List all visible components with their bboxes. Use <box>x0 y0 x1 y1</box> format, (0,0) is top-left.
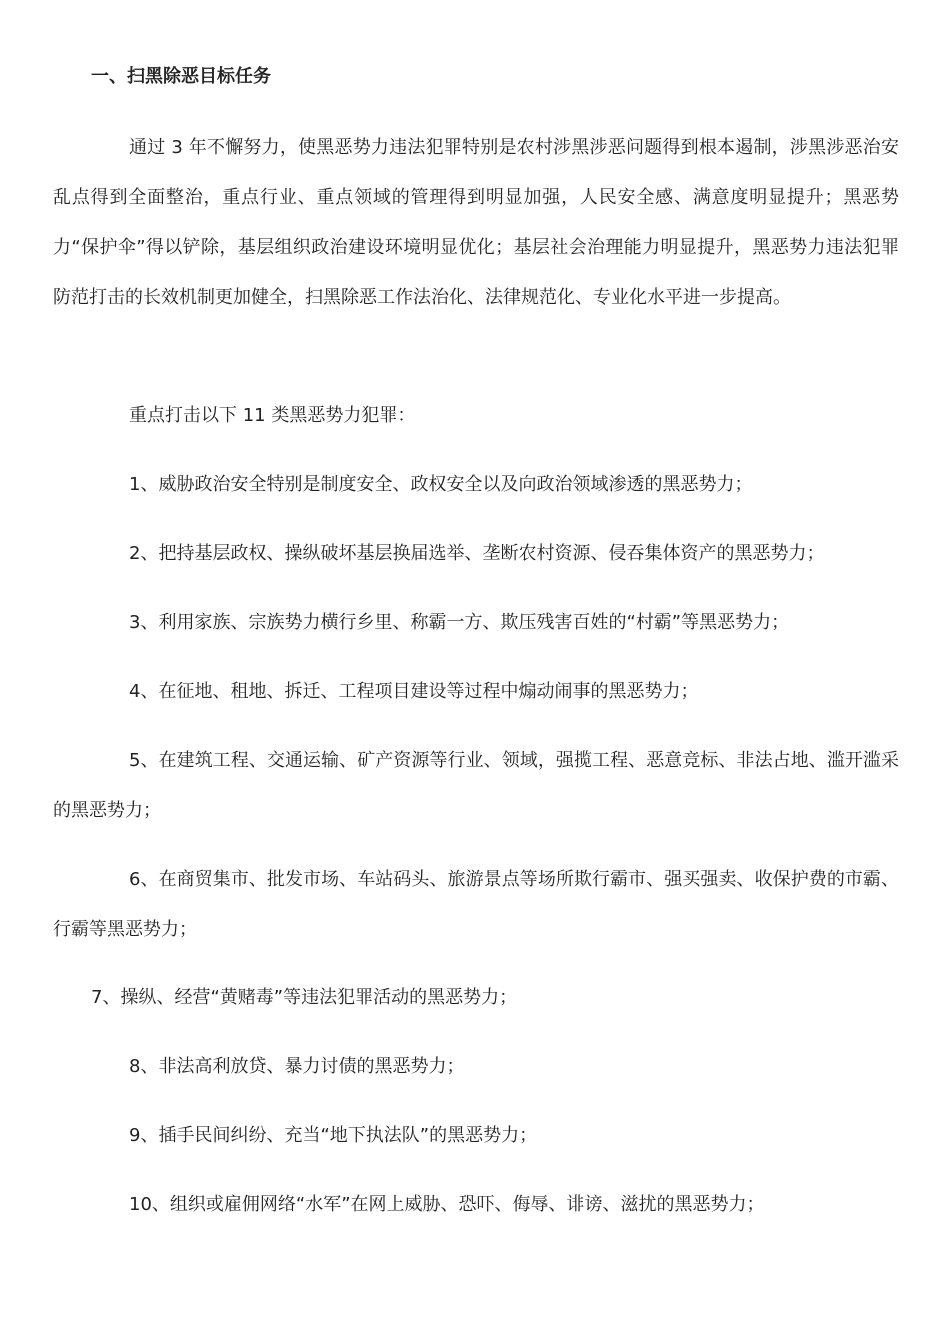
list-intro: 重点打击以下 11 类黑恶势力犯罪： <box>129 405 416 426</box>
list-item-3: 3、利用家族、宗族势力横行乡里、称霸一方、欺压残害百姓的“村霸”等黑恶势力； <box>129 612 790 633</box>
list-item-4: 4、在征地、租地、拆迁、工程项目建设等过程中煽动闹事的黑恶势力； <box>129 681 699 702</box>
list-item-10: 10、组织或雇佣网络“水军”在网上威胁、恐吓、侮辱、诽谤、滋扰的黑恶势力； <box>129 1194 765 1215</box>
intro-paragraph: 通过 3 年不懈努力，使黑恶势力违法犯罪特别是农村涉黑涉恶问题得到根本遏制，涉黑涉恶治安乱点得到全面整治，重点行业、重点领域的管理得到明显加强，人民安全感、满意度明显提升；黑恶势力“保护伞”得以铲除，基层组织政治建设环境明显优化；基层社会治理能力明显提升，黑恶势力违法犯罪防范打击的长效机制更加健全，扫黑除恶工作法治化、法律规范化、专业化水平进一步提高。 <box>53 137 899 308</box>
list-item-9: 9、插手民间纠纷、充当“地下执法队”的黑恶势力； <box>129 1125 538 1146</box>
list-item-1: 1、威胁政治安全特别是制度安全、政权安全以及向政治领域渗透的黑恶势力； <box>129 474 753 495</box>
section-heading: 一、扫黑除恶目标任务 <box>91 66 271 87</box>
list-item-8: 8、非法高利放贷、暴力讨债的黑恶势力； <box>129 1056 465 1077</box>
list-item-7: 7、操纵、经营“黄赌毒”等违法犯罪活动的黑恶势力； <box>91 987 518 1008</box>
list-item-6: 6、在商贸集市、批发市场、车站码头、旅游景点等场所欺行霸市、强买强卖、收保护费的市霸、行霸等黑恶势力； <box>53 869 899 940</box>
list-item-5: 5、在建筑工程、交通运输、矿产资源等行业、领域，强揽工程、恶意竞标、非法占地、滥开滥采的黑恶势力； <box>53 750 899 821</box>
list-item-2: 2、把持基层政权、操纵破坏基层换届选举、垄断农村资源、侵吞集体资产的黑恶势力； <box>129 543 825 564</box>
